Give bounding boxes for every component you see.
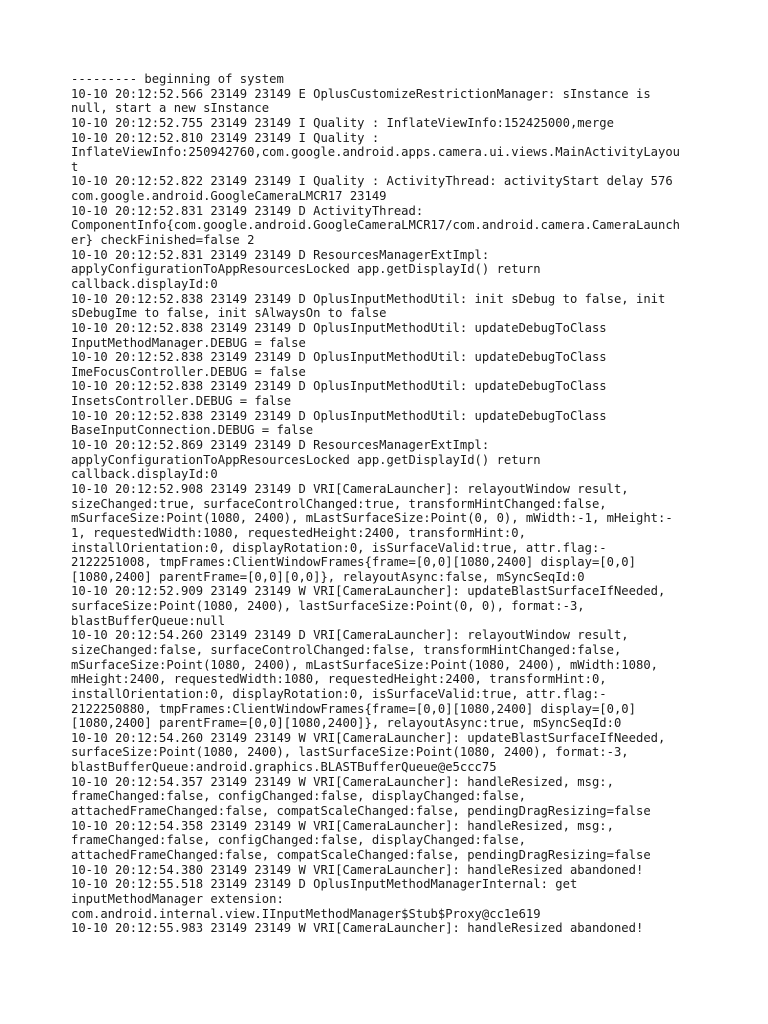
log-line: 10-10 20:12:52.838 23149 23149 D OplusInputMethodUtil: updateDebugToClass bbox=[71, 350, 607, 365]
log-line: ComponentInfo{com.google.android.GoogleCameraLMCR17/com.android.camera.CameraLaunch bbox=[71, 218, 681, 233]
log-line: 2122251008, tmpFrames:ClientWindowFrames{frame=[0,0][1080,2400] display=[0,0] bbox=[71, 555, 636, 570]
log-line: blastBufferQueue:android.graphics.BLASTBufferQueue@e5ccc75 bbox=[71, 760, 497, 775]
log-line: surfaceSize:Point(1080, 2400), lastSurfaceSize:Point(1080, 2400), format:-3, bbox=[71, 745, 629, 760]
log-line: ImeFocusController.DEBUG = false bbox=[71, 364, 306, 379]
log-line: attachedFrameChanged:false, compatScaleChanged:false, pendingDragResizing=false bbox=[71, 804, 651, 819]
log-line: blastBufferQueue:null bbox=[71, 613, 226, 628]
log-line: 10-10 20:12:52.909 23149 23149 W VRI[CameraLauncher]: updateBlastSurfaceIfNeeded, bbox=[71, 584, 666, 599]
log-line: 10-10 20:12:52.831 23149 23149 D ResourcesManagerExtImpl: bbox=[71, 247, 490, 262]
log-line: attachedFrameChanged:false, compatScaleChanged:false, pendingDragResizing=false bbox=[71, 847, 651, 862]
log-line: inputMethodManager extension: bbox=[71, 891, 284, 906]
log-line: --------- beginning of system bbox=[71, 72, 284, 86]
log-line: er} checkFinished=false 2 bbox=[71, 233, 255, 248]
log-line: 10-10 20:12:52.831 23149 23149 D ActivityThread: bbox=[71, 203, 424, 218]
log-line: 10-10 20:12:54.357 23149 23149 W VRI[CameraLauncher]: handleResized, msg:, bbox=[71, 774, 614, 789]
log-line: [1080,2400] parentFrame=[0,0][1080,2400]}, relayoutAsync:true, mSyncSeqId:0 bbox=[71, 716, 622, 731]
log-line: 10-10 20:12:54.358 23149 23149 W VRI[CameraLauncher]: handleResized, msg:, bbox=[71, 818, 614, 833]
log-line: mHeight:2400, requestedWidth:1080, requestedHeight:2400, transformHint:0, bbox=[71, 672, 607, 687]
log-line: 1, requestedWidth:1080, requestedHeight:2400, transformHint:0, bbox=[71, 525, 526, 540]
log-line: [1080,2400] parentFrame=[0,0][0,0]}, relayoutAsync:false, mSyncSeqId:0 bbox=[71, 569, 585, 584]
log-line: 10-10 20:12:54.260 23149 23149 D VRI[CameraLauncher]: relayoutWindow result, bbox=[71, 628, 629, 643]
log-line: frameChanged:false, configChanged:false, displayChanged:false, bbox=[71, 833, 526, 848]
log-line: frameChanged:false, configChanged:false, displayChanged:false, bbox=[71, 789, 526, 804]
log-line: sizeChanged:true, surfaceControlChanged:true, transformHintChanged:false, bbox=[71, 496, 607, 511]
log-line: t bbox=[71, 159, 79, 174]
log-line: 10-10 20:12:52.838 23149 23149 D OplusInputMethodUtil: updateDebugToClass bbox=[71, 320, 607, 335]
log-line: 10-10 20:12:52.908 23149 23149 D VRI[CameraLauncher]: relayoutWindow result, bbox=[71, 481, 629, 496]
log-line: sizeChanged:false, surfaceControlChanged:false, transformHintChanged:false, bbox=[71, 642, 622, 657]
log-line: 10-10 20:12:52.822 23149 23149 I Quality : ActivityThread: activityStart delay 576 bbox=[71, 174, 673, 189]
log-text-block bbox=[71, 72, 711, 936]
log-line: 10-10 20:12:52.838 23149 23149 D OplusInputMethodUtil: updateDebugToClass bbox=[71, 379, 607, 394]
log-line: callback.displayId:0 bbox=[71, 276, 218, 291]
log-line: applyConfigurationToAppResourcesLocked app.getDisplayId() return bbox=[71, 452, 541, 467]
log-line: 10-10 20:12:52.838 23149 23149 D OplusInputMethodUtil: updateDebugToClass bbox=[71, 408, 607, 423]
log-line: BaseInputConnection.DEBUG = false bbox=[71, 423, 314, 438]
log-line: 2122250880, tmpFrames:ClientWindowFrames{frame=[0,0][1080,2400] display=[0,0] bbox=[71, 701, 636, 716]
log-line: applyConfigurationToAppResourcesLocked app.getDisplayId() return bbox=[71, 262, 541, 277]
log-line: installOrientation:0, displayRotation:0, isSurfaceValid:true, attr.flag:- bbox=[71, 540, 607, 555]
log-line: 10-10 20:12:52.838 23149 23149 D OplusInputMethodUtil: init sDebug to false, init bbox=[71, 291, 666, 306]
log-line: 10-10 20:12:52.810 23149 23149 I Quality : bbox=[71, 130, 380, 145]
log-line: 10-10 20:12:52.566 23149 23149 E OplusCustomizeRestrictionManager: sInstance is bbox=[71, 86, 651, 101]
log-line: 10-10 20:12:54.380 23149 23149 W VRI[CameraLauncher]: handleResized abandoned! bbox=[71, 862, 644, 877]
log-line: mSurfaceSize:Point(1080, 2400), mLastSurfaceSize:Point(1080, 2400), mWidth:1080, bbox=[71, 657, 658, 672]
log-line: 10-10 20:12:54.260 23149 23149 W VRI[CameraLauncher]: updateBlastSurfaceIfNeeded, bbox=[71, 730, 666, 745]
log-line: installOrientation:0, displayRotation:0, isSurfaceValid:true, attr.flag:- bbox=[71, 686, 607, 701]
log-line: 10-10 20:12:55.983 23149 23149 W VRI[CameraLauncher]: handleResized abandoned! bbox=[71, 921, 644, 936]
log-line: surfaceSize:Point(1080, 2400), lastSurfaceSize:Point(0, 0), format:-3, bbox=[71, 599, 585, 614]
log-line: callback.displayId:0 bbox=[71, 467, 218, 482]
log-line: InsetsController.DEBUG = false bbox=[71, 394, 292, 409]
log-line: mSurfaceSize:Point(1080, 2400), mLastSurfaceSize:Point(0, 0), mWidth:-1, mHeight:- bbox=[71, 511, 673, 526]
log-line: 10-10 20:12:52.755 23149 23149 I Quality : InflateViewInfo:152425000,merge bbox=[71, 115, 614, 130]
log-line: InflateViewInfo:250942760,com.google.android.apps.camera.ui.views.MainActivityLayou bbox=[71, 145, 681, 160]
log-line: 10-10 20:12:55.518 23149 23149 D OplusInputMethodManagerInternal: get bbox=[71, 877, 578, 892]
log-line: null, start a new sInstance bbox=[71, 101, 270, 116]
log-line: com.android.internal.view.IInputMethodManager$Stub$Proxy@cc1e619 bbox=[71, 906, 541, 921]
log-line: 10-10 20:12:52.869 23149 23149 D ResourcesManagerExtImpl: bbox=[71, 438, 490, 453]
log-line: InputMethodManager.DEBUG = false bbox=[71, 335, 306, 350]
log-line: com.google.android.GoogleCameraLMCR17 23149 bbox=[71, 189, 387, 204]
log-line: sDebugIme to false, init sAlwaysOn to false bbox=[71, 306, 387, 321]
